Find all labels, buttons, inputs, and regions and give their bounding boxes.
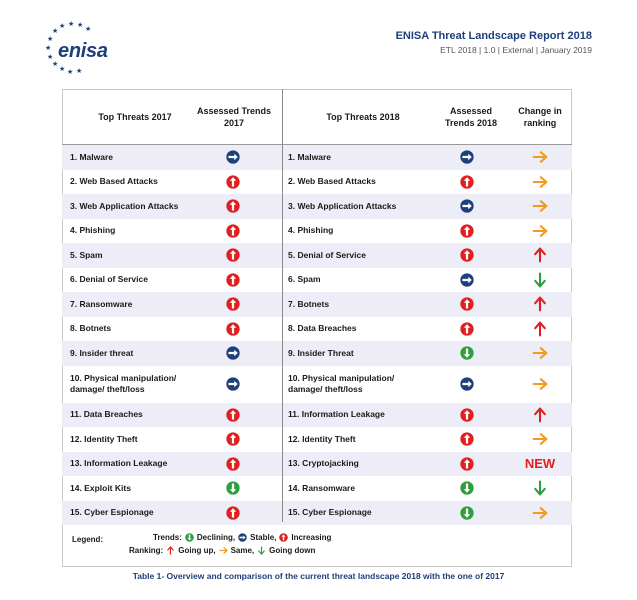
arrow-down-icon [532, 272, 548, 288]
document-header [396, 30, 592, 55]
declining-trend-icon [460, 346, 474, 360]
legend-trends-label: Trends: [153, 533, 182, 542]
threat-2017-name: 15. Cyber Espionage [70, 507, 154, 518]
arrow-up-icon [166, 546, 175, 555]
table-row [62, 317, 572, 342]
legend-label: Legend: [72, 535, 104, 544]
arrow-right-icon [532, 149, 548, 165]
legend-ranking [129, 546, 315, 555]
declining-trend-icon [460, 481, 474, 495]
legend-same: Same, [230, 546, 255, 555]
stable-trend-icon [460, 199, 474, 213]
arrow-right-icon [532, 345, 548, 361]
threat-2017-name: 5. Spam [70, 249, 103, 260]
arrow-up-icon [532, 296, 548, 312]
svg-text:★: ★ [59, 22, 66, 30]
legend-going-up: Going up, [178, 546, 216, 555]
ranking-change [517, 317, 563, 342]
increasing-trend-icon [460, 224, 474, 238]
threat-2018-name: 6. Spam [288, 274, 321, 285]
threat-2017-name: 10. Physical manipulation/ damage/ theft/loss [70, 373, 177, 394]
legend [62, 522, 572, 567]
table-caption: Table 1- Overview and comparison of the current threat landscape 2018 with the one of 2017 [132, 571, 505, 581]
threat-2017-name: 14. Exploit Kits [70, 482, 131, 493]
threat-2017-name: 9. Insider threat [70, 347, 134, 358]
threat-2018-name: 10. Physical manipulation/ damage/ theft/loss [288, 373, 395, 394]
increasing-trend-icon [226, 175, 240, 189]
ranking-change [517, 219, 563, 244]
threat-2017-name: 2. Web Based Attacks [70, 176, 158, 187]
increasing-trend-icon [226, 273, 240, 287]
threat-2018-name: 5. Denial of Service [288, 249, 366, 260]
arrow-right-icon [532, 223, 548, 239]
arrow-up-icon [532, 247, 548, 263]
increasing-trend-icon [460, 248, 474, 262]
declining-trend-icon [185, 533, 194, 542]
stable-trend-icon [226, 346, 240, 360]
report-meta: ETL 2018 | 1.0 | External | January 2019 [440, 45, 592, 55]
table-row [62, 476, 572, 501]
arrow-down-icon [257, 546, 266, 555]
header-trends-2018: Assessed Trends 2018 [444, 105, 498, 128]
increasing-trend-icon [226, 506, 240, 520]
table-row [62, 243, 572, 268]
ranking-change [517, 292, 563, 317]
svg-text:★: ★ [52, 60, 59, 68]
svg-text:★: ★ [68, 20, 75, 28]
svg-text:★: ★ [47, 35, 54, 43]
threat-2018-name: 15. Cyber Espionage [288, 507, 372, 518]
legend-stable: Stable, [250, 533, 277, 542]
legend-increasing: Increasing [291, 533, 332, 542]
header-trends-2017: Assessed Trends 2017 [196, 105, 272, 128]
legend-ranking-label: Ranking: [129, 546, 164, 555]
arrow-right-icon [532, 174, 548, 190]
stable-trend-icon [460, 150, 474, 164]
increasing-trend-icon [226, 408, 240, 422]
stable-trend-icon [460, 377, 474, 391]
declining-trend-icon [460, 506, 474, 520]
arrow-right-icon [532, 505, 548, 521]
increasing-trend-icon [226, 322, 240, 336]
ranking-change [517, 243, 563, 268]
svg-text:★: ★ [59, 65, 66, 73]
ranking-change [517, 427, 563, 452]
threat-2018-name: 13. Cryptojacking [288, 458, 359, 469]
table-row [62, 366, 572, 403]
table-row [62, 452, 572, 477]
increasing-trend-icon [460, 432, 474, 446]
arrow-up-icon [532, 407, 548, 423]
threat-2018-name: 12. Identity Theft [288, 433, 356, 444]
legend-declining: Declining, [196, 533, 236, 542]
legend-trends [153, 533, 331, 542]
ranking-change [517, 268, 563, 293]
threat-2018-name: 14. Ransomware [288, 482, 356, 493]
increasing-trend-icon [226, 297, 240, 311]
table-row [62, 194, 572, 219]
threat-2017-name: 12. Identity Theft [70, 433, 138, 444]
table-row [62, 341, 572, 366]
stable-trend-icon [226, 150, 240, 164]
table-row [62, 145, 572, 170]
header-change-in-ranking: Change in ranking [518, 105, 562, 128]
table-row [62, 292, 572, 317]
increasing-trend-icon [460, 457, 474, 471]
threat-2017-name: 7. Ransomware [70, 298, 133, 309]
svg-text:★: ★ [85, 25, 92, 33]
table-row [62, 403, 572, 428]
ranking-change [517, 170, 563, 195]
increasing-trend-icon [460, 297, 474, 311]
table-row [62, 268, 572, 293]
threat-2018-name: 8. Data Breaches [288, 323, 357, 334]
new-badge: NEW [524, 456, 556, 472]
svg-text:★: ★ [77, 21, 84, 29]
table-row [62, 219, 572, 244]
arrow-up-icon [532, 321, 548, 337]
threat-2018-name: 1. Malware [288, 151, 331, 162]
ranking-change [517, 194, 563, 219]
header-top-threats-2017: Top Threats 2017 [98, 111, 172, 122]
threat-2017-name: 4. Phishing [70, 225, 116, 236]
increasing-trend-icon [279, 533, 288, 542]
year-divider [282, 89, 283, 522]
arrow-right-icon [532, 431, 548, 447]
threat-2018-name: 4. Phishing [288, 225, 334, 236]
threat-2017-name: 1. Malware [70, 151, 113, 162]
logo-wordmark: enisa [58, 40, 108, 62]
arrow-right-icon [532, 376, 548, 392]
svg-text:★: ★ [45, 44, 52, 52]
increasing-trend-icon [460, 175, 474, 189]
threat-2017-name: 3. Web Application Attacks [70, 200, 179, 211]
legend-going-down: Going down [269, 546, 316, 555]
threat-2018-name: 7. Botnets [288, 298, 330, 309]
threat-2017-name: 13. Information Leakage [70, 458, 168, 469]
threat-2018-name: 3. Web Application Attacks [288, 200, 397, 211]
threat-2018-name: 9. Insider Threat [288, 347, 354, 358]
increasing-trend-icon [226, 432, 240, 446]
declining-trend-icon [226, 481, 240, 495]
threat-2018-name: 11. Information Leakage [288, 409, 385, 420]
increasing-trend-icon [460, 322, 474, 336]
stable-trend-icon [238, 533, 247, 542]
threat-table-body [62, 145, 572, 525]
ranking-change [517, 341, 563, 366]
increasing-trend-icon [226, 248, 240, 262]
increasing-trend-icon [226, 224, 240, 238]
threat-2017-name: 11. Data Breaches [70, 409, 143, 420]
enisa-logo [38, 18, 110, 76]
arrow-right-icon [219, 546, 228, 555]
ranking-change [517, 452, 563, 477]
increasing-trend-icon [226, 457, 240, 471]
ranking-change [517, 476, 563, 501]
arrow-down-icon [532, 480, 548, 496]
threat-2017-name: 8. Botnets [70, 323, 112, 334]
svg-text:★: ★ [76, 67, 83, 75]
stable-trend-icon [226, 377, 240, 391]
table-row [62, 427, 572, 452]
table-row [62, 170, 572, 195]
svg-text:★: ★ [67, 68, 74, 76]
svg-text:★: ★ [52, 27, 59, 35]
increasing-trend-icon [226, 199, 240, 213]
ranking-change [517, 403, 563, 428]
threat-2017-name: 6. Denial of Service [70, 274, 148, 285]
ranking-change [517, 145, 563, 170]
header-top-threats-2018: Top Threats 2018 [326, 111, 400, 122]
svg-text:★: ★ [47, 53, 54, 61]
ranking-change [517, 366, 563, 403]
increasing-trend-icon [460, 408, 474, 422]
threat-2018-name: 2. Web Based Attacks [288, 176, 376, 187]
report-title: ENISA Threat Landscape Report 2018 [395, 30, 592, 42]
stable-trend-icon [460, 273, 474, 287]
arrow-right-icon [532, 198, 548, 214]
